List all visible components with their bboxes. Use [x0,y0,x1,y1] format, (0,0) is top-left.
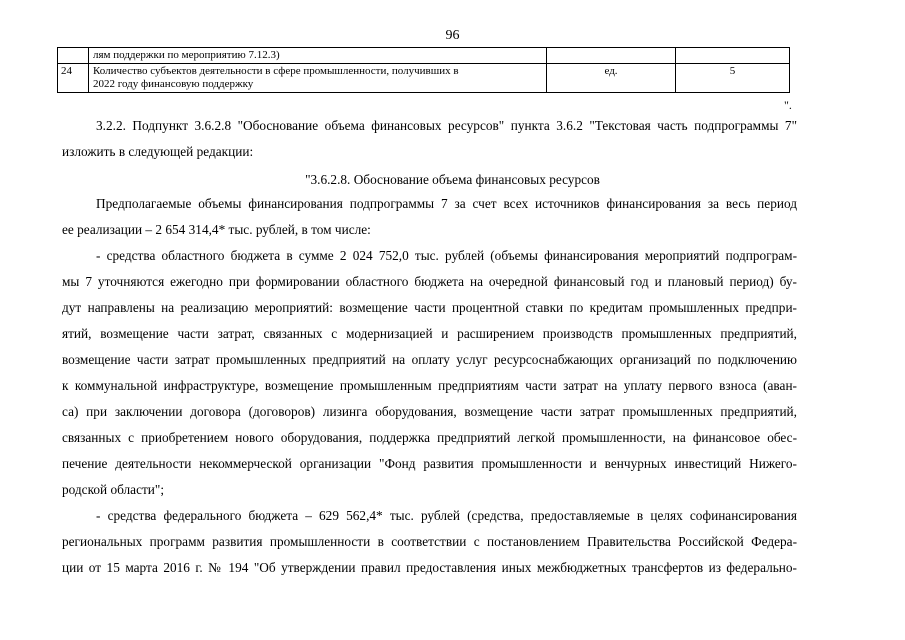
paragraph-line: возмещение части затрат промышленных предприятий на оплату услуг ресурсоснабжающих организаций по подключению [62,352,797,367]
table-cell-unit [547,48,676,64]
paragraph-line: ятий, возмещение части затрат, связанных с модернизацией и расширением производств промышленных предприятий, [62,326,797,341]
page-number: 96 [445,28,460,43]
paragraph-line: родской области"; [62,482,165,497]
table-cell-value [676,48,790,64]
paragraph-line: региональных программ развития промышленности в соответствии с постановлением Правительства Российской Федера- [62,534,797,549]
paragraph-line: к коммунальной инфраструктуре, возмещение промышленным предприятиям части затрат на уплату первого взноса (аван- [62,378,797,393]
paragraph-line: мы 7 уточняются ежегодно при формировании областного бюджета на очередной финансовый год и плановый период) бу- [62,274,797,289]
indicator-table [57,47,790,93]
paragraph-line: печение деятельности некоммерческой организации "Фонд развития промышленности и венчурных инвестиций Нижего- [62,456,797,471]
paragraph-line: - средства областного бюджета в сумме 2 024 752,0 тыс. рублей (объемы финансирования мероприятий подпрограм- [96,248,797,263]
table-cell-num: 24 [58,64,89,93]
table-row [58,64,790,93]
paragraph-line: изложить в следующей редакции: [62,144,254,159]
table-cell-description [89,64,547,93]
section-heading: "3.6.2.8. Обоснование объема финансовых ресурсов [305,172,600,187]
paragraph-line: дут направлены на реализацию мероприятий: возмещение части процентной ставки по кредитам промышленных предпри- [62,300,797,315]
table-cell-value: 5 [676,64,790,93]
paragraph-line: ции от 15 марта 2016 г. № 194 "Об утверждении правил предоставления иных межбюджетных трансфертов из федерально- [62,560,797,575]
paragraph-line: ее реализации – 2 654 314,4* тыс. рублей, в том числе: [62,222,371,237]
table-cell-description: лям поддержки по мероприятию 7.12.3) [89,48,547,64]
paragraph-line: Предполагаемые объемы финансирования подпрограммы 7 за счет всех источников финансирования за весь период [96,196,797,211]
description-line: 2022 году финансовую поддержку [93,78,254,90]
closing-quote: ". [784,98,792,112]
paragraph-line: - средства федерального бюджета – 629 562,4* тыс. рублей (средства, предоставляемые в целях софинансирования [96,508,797,523]
table-row [58,48,790,64]
table-cell-unit: ед. [547,64,676,93]
paragraph-line: 3.2.2. Подпункт 3.6.2.8 "Обоснование объема финансовых ресурсов" пункта 3.6.2 "Текстовая часть подпрограммы 7" [96,118,797,133]
paragraph-line: связанных с приобретением нового оборудования, поддержка предприятий легкой промышленности, на финансовое обес- [62,430,797,445]
paragraph-line: са) при заключении договора (договоров) лизинга оборудования, возмещение части затрат промышленных предприятий, [62,404,797,419]
description-line: Количество субъектов деятельности в сфере промышленности, получивших в [93,65,459,77]
table-cell-num [58,48,89,64]
